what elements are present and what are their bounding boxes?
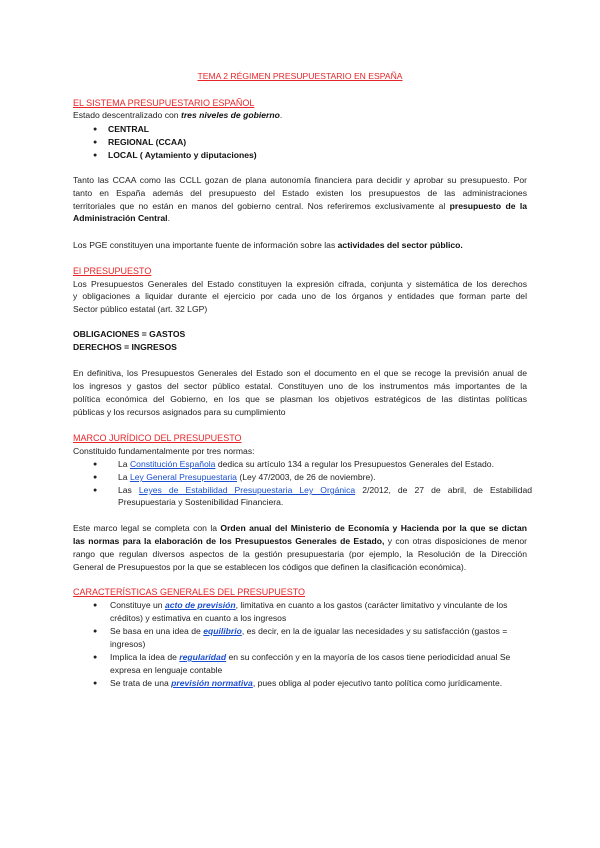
text-span: dedica su artículo 134 a regular los Presupuestos Generales del Estado.: [215, 459, 494, 469]
text-span: y con otras disposiciones de menor: [384, 536, 527, 546]
list-item: [118, 485, 532, 496]
link-ley-general[interactable]: Ley General Presupuestaria: [129, 472, 237, 482]
bullet-icon: ●: [93, 680, 98, 687]
section-heading-caracteristicas: CARACTERÍSTICAS GENERALES DEL PRESUPUESTO: [73, 587, 306, 597]
equation-obligaciones: OBLIGACIONES = GASTOS: [73, 329, 186, 339]
bold-text: tres niveles de gobierno: [180, 110, 280, 120]
text-span: Este marco legal se completa con la: [73, 523, 221, 533]
page-title: TEMA 2 RÉGIMEN PRESUPUESTARIO EN ESPAÑA: [197, 71, 403, 81]
list-item: [110, 652, 510, 663]
link-acto-prevision[interactable]: acto de previsión: [164, 600, 236, 610]
list-item: REGIONAL (CCAA): [108, 137, 187, 147]
link-regularidad[interactable]: regularidad: [179, 652, 227, 662]
text-span: Implica la idea de: [110, 652, 180, 662]
text-span: , limitativa en cuanto a los gastos (carácter limitativo y vinculante de los: [235, 600, 508, 610]
text-span: , pues obliga al poder ejecutivo tanto política como jurídicamente.: [252, 678, 503, 688]
equation-derechos: DERECHOS = INGRESOS: [73, 342, 177, 352]
paragraph-line: En definitiva, los Presupuestos Generales del Estado son el documento en el que se recoge la previsión anual de: [73, 368, 527, 378]
paragraph-line: [73, 213, 170, 224]
text-span: territoriales que no están en manos del gobierno central. Nos referiremos exclusivamente al: [73, 201, 450, 211]
paragraph-line: [73, 536, 527, 547]
section-heading-presupuesto: El PRESUPUESTO: [73, 266, 152, 276]
list-item: CENTRAL: [108, 124, 150, 134]
text-span: Se trata de una: [110, 678, 172, 688]
link-prevision-normativa[interactable]: previsión normativa: [171, 678, 253, 688]
paragraph-line: [73, 201, 527, 212]
text-span: .: [279, 110, 283, 120]
list-item-continuation: expresa en lenguaje contable: [110, 665, 223, 675]
link-equilibrio[interactable]: equilibrio: [203, 626, 242, 636]
list-item: LOCAL ( Aytamiento y diputaciones): [108, 150, 257, 160]
paragraph-line: política económica del Gobierno, en los que se plasman los objetivos estratégicos de las distintas políticas: [73, 394, 527, 404]
text-span: en su confección y en la mayoría de los casos tiene periodicidad anual Se: [226, 652, 511, 662]
bold-text: presupuesto de la: [449, 201, 527, 211]
bold-text: las normas para la elaboración de los Presupuestos Generales de Estado,: [73, 536, 385, 546]
bold-text: Orden anual del Ministerio de Economía y Hacienda por la que se dictan: [220, 523, 527, 533]
paragraph-line: públicas y los recursos asignados para su cumplimiento: [73, 407, 286, 417]
bold-text: Administración Central: [73, 213, 168, 223]
list-item: [110, 600, 507, 611]
paragraph-line: rango que regulan diversos aspectos de la gestión presupuestaria (por ejemplo, la Resolución de la Dirección: [73, 549, 527, 559]
paragraph-line: Sector público estatal (art. 32 LGP): [73, 304, 208, 314]
paragraph-line: Constituido fundamentalmente por tres normas:: [73, 446, 255, 456]
paragraph-line: los ingresos y gastos del sector público estatal. Constituyen uno de los instrumentos más importantes de la: [73, 381, 527, 391]
list-item-continuation: créditos) y estimativa en cuanto a los ingresos: [110, 613, 287, 623]
bullet-icon: ●: [93, 474, 98, 481]
text-span: Las: [118, 485, 139, 495]
paragraph-line: [73, 523, 527, 534]
bullet-icon: ●: [93, 628, 98, 635]
bullet-icon: ●: [93, 152, 98, 159]
text-span: Constituye un: [110, 600, 165, 610]
bullet-icon: ●: [93, 139, 98, 146]
list-item: [110, 626, 507, 637]
bullet-icon: ●: [93, 602, 98, 609]
text-span: , es decir, en la de igualar las necesidades y su satisfacción (gastos =: [241, 626, 508, 636]
bold-text: actividades del sector público.: [337, 240, 463, 250]
list-item-continuation: Presupuestaria y Sostenibilidad Financiera.: [118, 497, 284, 507]
paragraph-intro: [73, 110, 282, 121]
bullet-icon: ●: [93, 126, 98, 133]
paragraph-line: y obligaciones a liquidar durante el ejercicio por cada uno de los órganos y entidades que forman parte del: [73, 291, 527, 301]
paragraph-line: General de Presupuestos por la que se establecen los códigos que definen la clasificación económica).: [73, 562, 467, 572]
bullet-icon: ●: [93, 461, 98, 468]
text-span: Se basa en una idea de: [110, 626, 204, 636]
text-span: La: [118, 472, 130, 482]
text-span: Los PGE constituyen una importante fuente de información sobre las: [73, 240, 338, 250]
text-span: 2/2012, de 27 de abril, de Estabilidad: [355, 485, 532, 495]
paragraph-line: Tanto las CCAA como las CCLL gozan de plana autonomía financiera para decidir y aprobar su presupuesto. Por: [73, 175, 527, 185]
paragraph-line: [73, 240, 463, 251]
text-span: La: [118, 459, 130, 469]
paragraph-line: Los Presupuestos Generales del Estado constituyen la expresión cifrada, conjunta y sistemática de los derechos: [73, 279, 527, 289]
text-span: Estado descentralizado con: [73, 110, 181, 120]
bullet-icon: ●: [93, 654, 98, 661]
list-item: [110, 678, 502, 689]
list-item: [118, 459, 494, 470]
list-item: [118, 472, 376, 483]
section-heading-sistema: EL SISTEMA PRESUPUESTARIO ESPAÑOL: [73, 98, 255, 108]
section-heading-marco-juridico: MARCO JURÍDICO DEL PRESUPUESTO: [73, 433, 242, 443]
text-span: .: [167, 213, 170, 223]
link-leyes-estabilidad[interactable]: Leyes de Estabilidad Presupuestaria Ley Orgánica: [138, 485, 356, 495]
text-span: (Ley 47/2003, de 26 de noviembre).: [236, 472, 376, 482]
bullet-icon: ●: [93, 487, 98, 494]
paragraph-line: tanto en España además del presupuesto del Estado existen los presupuestos de las administraciones: [73, 188, 527, 198]
link-constitucion[interactable]: Constitución Española: [129, 459, 216, 469]
list-item-continuation: ingresos): [110, 639, 146, 649]
